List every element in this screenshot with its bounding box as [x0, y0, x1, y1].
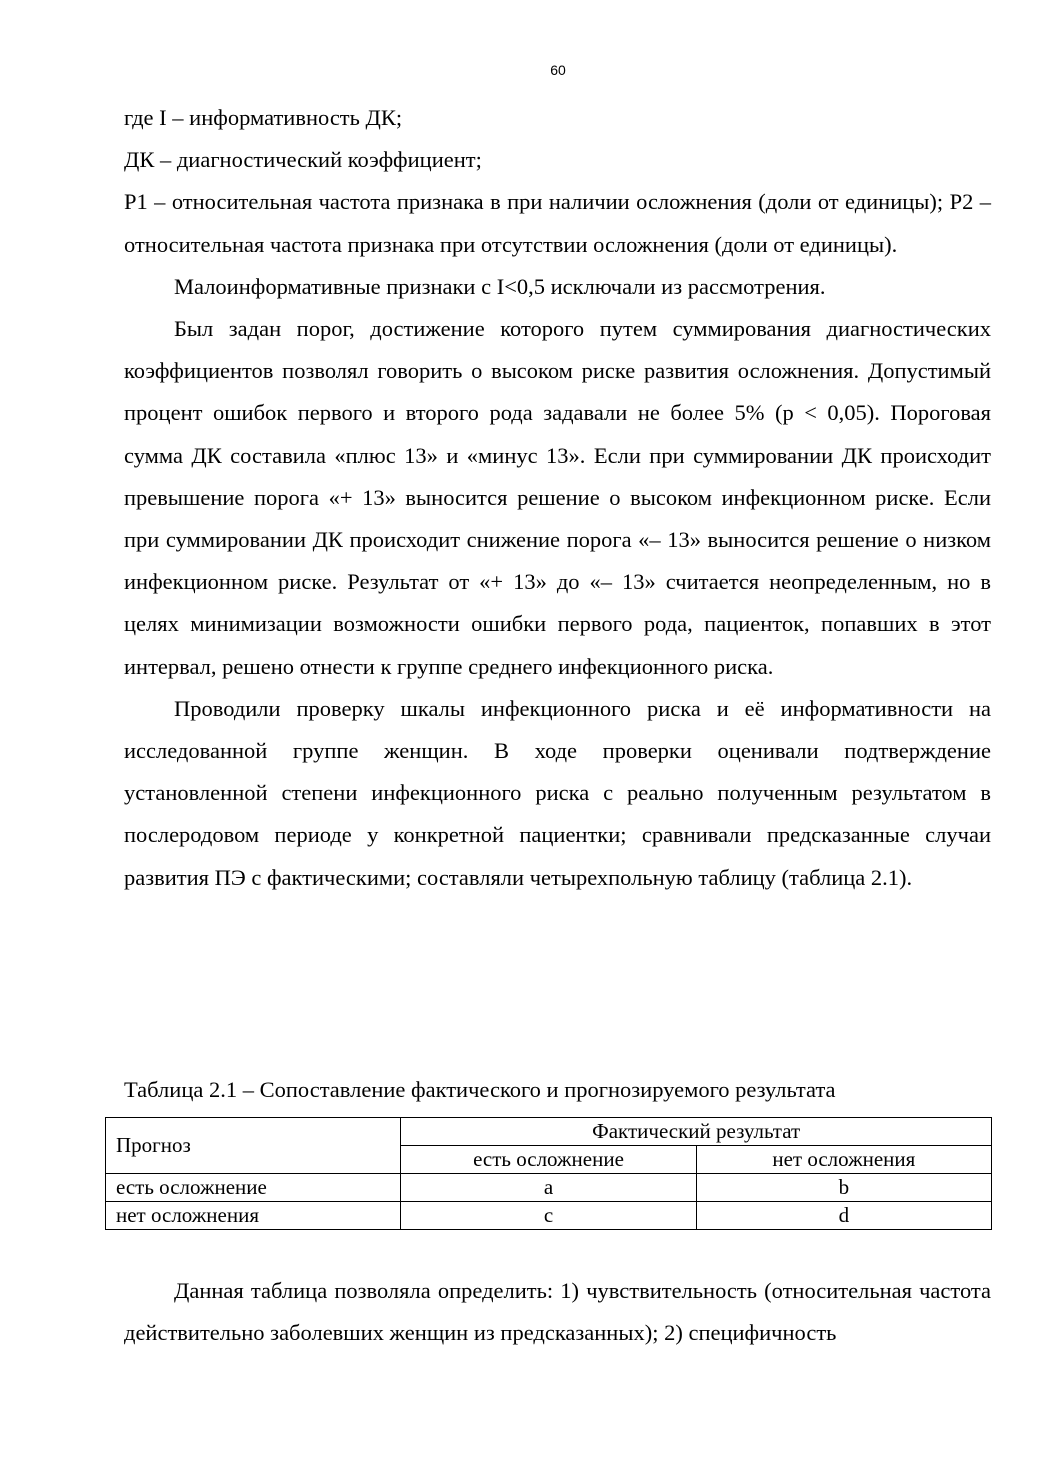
table-cell: a [401, 1174, 696, 1202]
comparison-table [105, 1117, 992, 1230]
table-row [106, 1174, 992, 1202]
table-cell: d [696, 1202, 991, 1230]
table-cell: b [696, 1174, 991, 1202]
subheader-no-complication: нет осложнения [696, 1146, 991, 1174]
paragraph-threshold: Был задан порог, достижение которого путем суммирования диагностических коэффициентов позволял говорить о высоком риске развития осложнения. Допустимый процент ошибок первого и второго рода задавали не более 5% (p < 0,05). Пороговая сумма ДК составила «плюс 13» и «минус 13». Если при суммировании ДК происходит превышение порога «+ 13» выносится решение о высоком инфекционном риске. Если при суммировании ДК происходит снижение порога «– 13» выносится решение о низком инфекционном риске. Результат от «+ 13» до «– 13» считается неопределенным, но в целях минимизации возможности ошибки первого рода, пациенток, попавших в этот интервал, решено отнести к группе среднего инфекционного риска. [124, 316, 991, 679]
table-cell: c [401, 1202, 696, 1230]
table-header-row [106, 1118, 992, 1146]
paragraph-definition-dk: ДК – диагностический коэффициент; [124, 147, 482, 173]
paragraph-low-informative: Малоинформативные признаки с I<0,5 исключали из рассмотрения. [174, 273, 826, 299]
header-prognoz: Прогноз [106, 1118, 401, 1174]
page-number: 60 [550, 62, 566, 78]
paragraph-definition-p1-p2: Р1 – относительная частота признака в при наличии осложнения (доли от единицы); Р2 – относительная частота признака при отсутствии осложнения (доли от единицы). [124, 189, 991, 257]
header-actual-result: Фактический результат [401, 1118, 992, 1146]
row-label: нет осложнения [106, 1202, 401, 1230]
subheader-has-complication: есть осложнение [401, 1146, 696, 1174]
document-body [124, 97, 991, 899]
paragraph-table-purpose: Данная таблица позволяла определить: 1) чувствительность (относительная частота действительно заболевших женщин из предсказанных); 2) специфичность [124, 1278, 991, 1346]
table-caption: Таблица 2.1 – Сопоставление фактического и прогнозируемого результата [124, 1077, 836, 1102]
document-body-continued [124, 1270, 991, 1354]
row-label: есть осложнение [106, 1174, 401, 1202]
paragraph-scale-check: Проводили проверку шкалы инфекционного риска и её информативности на исследованной группе женщин. В ходе проверки оценивали подтверждение установленной степени инфекционного риска с реально полученным результатом в послеродовом периоде у конкретной пациентки; сравнивали предсказанные случаи развития ПЭ с фактическими; составляли четырехпольную таблицу (таблица 2.1). [124, 695, 991, 890]
paragraph-definition-i: где I – информативность ДК; [124, 105, 403, 130]
table-row [106, 1202, 992, 1230]
